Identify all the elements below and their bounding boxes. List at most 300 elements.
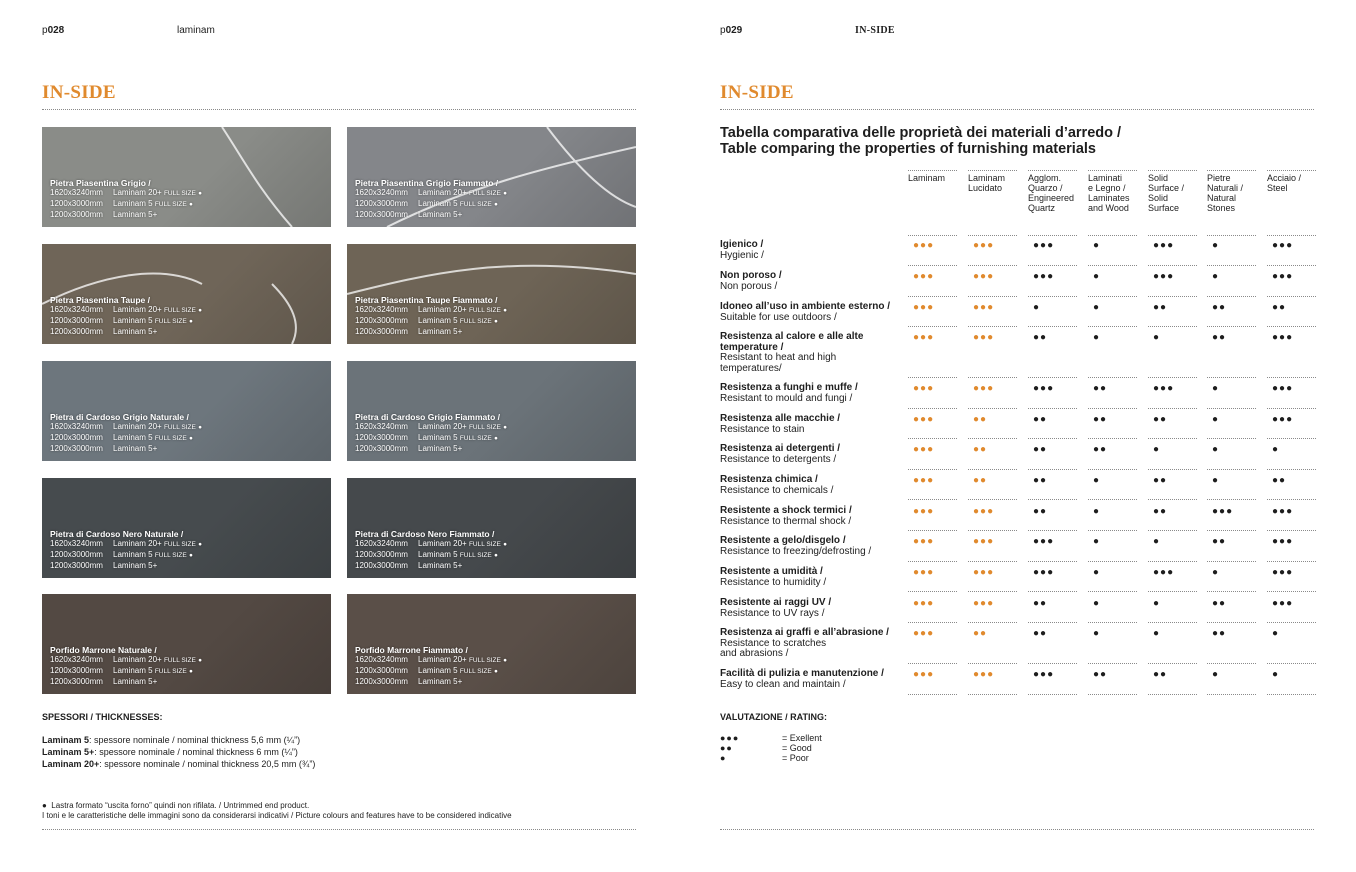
row-rule — [1088, 591, 1137, 592]
stone-swatch — [347, 478, 636, 578]
rating-cell: ●●● — [1033, 240, 1055, 251]
stone-swatch — [42, 594, 331, 694]
row-rule — [908, 235, 957, 236]
rating-cell: ● — [1093, 567, 1101, 578]
rating-cell: ●● — [1033, 475, 1048, 486]
column-rule — [1207, 170, 1256, 171]
row-rule — [1028, 438, 1077, 439]
row-rule — [1207, 530, 1256, 531]
row-rule — [1028, 530, 1077, 531]
rating-cell: ●●● — [913, 567, 935, 578]
rating-cell: ●● — [1033, 414, 1048, 425]
rating-cell: ●● — [1212, 536, 1227, 547]
row-rule — [1088, 694, 1137, 695]
rating-cell: ●● — [1033, 332, 1048, 343]
format-line: 1200x3000mm Laminam 5+ — [50, 327, 158, 336]
row-rule — [1028, 469, 1077, 470]
row-rule — [908, 591, 957, 592]
format-line: 1200x3000mm Laminam 5 FULL SIZE ● — [355, 433, 498, 442]
table-row-label: Resistente a umidità / Resistance to humidity / — [720, 566, 827, 588]
stone-swatch — [42, 244, 331, 344]
rating-cell: ●●● — [913, 598, 935, 609]
rating-cell: ●●● — [1272, 536, 1294, 547]
row-rule — [1267, 265, 1316, 266]
rating-cell: ●● — [1093, 383, 1108, 394]
untrimmed-dot-icon: ● — [188, 318, 193, 325]
row-rule — [908, 377, 957, 378]
row-rule — [1148, 235, 1197, 236]
untrimmed-dot-icon: ● — [493, 668, 498, 675]
thickness-item: Laminam 20+: spessore nominale / nominal thickness 20,5 mm (¾”) — [42, 759, 316, 769]
table-row-label: Facilità di pulizia e manutenzione / Easy to clean and maintain / — [720, 668, 884, 690]
swatch-caption: Pietra di Cardoso Grigio Naturale / 1620x3240mm Laminam 20+ FULL SIZE ● 1200x3000mm Laminam 5 FULL SIZE ● 1200x3000mm Laminam 5+ — [50, 412, 203, 453]
rating-cell: ●● — [1033, 506, 1048, 517]
row-rule — [908, 326, 957, 327]
untrimmed-dot-icon: ● — [493, 435, 498, 442]
column-header: Solid Surface / Solid Surface — [1148, 173, 1185, 213]
row-rule — [908, 622, 957, 623]
rating-cell: ●●● — [1272, 240, 1294, 251]
row-rule — [1207, 561, 1256, 562]
rating-cell: ●● — [1153, 669, 1168, 680]
swatch-caption: Pietra Piasentina Taupe / 1620x3240mm Laminam 20+ FULL SIZE ● 1200x3000mm Laminam 5 FULL SIZE ● 1200x3000mm Laminam 5+ — [50, 295, 203, 336]
row-rule — [1267, 561, 1316, 562]
untrimmed-dot-icon: ● — [188, 552, 193, 559]
rating-cell: ●●● — [913, 475, 935, 486]
untrimmed-dot-icon: ● — [198, 424, 203, 431]
table-row-label: Resistenza ai detergenti / Resistance to detergents / — [720, 443, 841, 465]
rating-cell: ● — [1153, 598, 1161, 609]
rating-cell: ●●● — [973, 598, 995, 609]
row-rule — [968, 561, 1017, 562]
row-rule — [1267, 408, 1316, 409]
row-rule — [1207, 377, 1256, 378]
format-line: 1200x3000mm Laminam 5 FULL SIZE ● — [50, 316, 193, 325]
column-rule — [908, 170, 957, 171]
rating-cell: ●● — [1153, 414, 1168, 425]
row-rule — [1267, 377, 1316, 378]
column-header: Pietre Naturali / Natural Stones — [1207, 173, 1244, 213]
swatch-caption: Pietra di Cardoso Nero Naturale / 1620x3240mm Laminam 20+ FULL SIZE ● 1200x3000mm Laminam 5 FULL SIZE ● 1200x3000mm Laminam 5+ — [50, 529, 203, 570]
rating-cell: ● — [1272, 669, 1280, 680]
row-rule — [1088, 499, 1137, 500]
row-rule — [1028, 408, 1077, 409]
table-row-label: Resistente ai raggi UV / Resistance to UV rays / — [720, 597, 832, 619]
row-rule — [1028, 326, 1077, 327]
row-rule — [1028, 235, 1077, 236]
rating-cell: ●●● — [1272, 414, 1294, 425]
rating-cell: ● — [1212, 240, 1220, 251]
row-rule — [1207, 408, 1256, 409]
rating-cell: ●● — [1093, 444, 1108, 455]
table-row-label: Resistenza alle macchie / Resistance to stain — [720, 413, 841, 435]
rating-cell: ●● — [1033, 598, 1048, 609]
rating-cell: ●●● — [1033, 271, 1055, 282]
swatch-caption: Porfido Marrone Naturale / 1620x3240mm Laminam 20+ FULL SIZE ● 1200x3000mm Laminam 5 FULL SIZE ● 1200x3000mm Laminam 5+ — [50, 645, 203, 686]
row-rule — [1028, 296, 1077, 297]
row-rule — [1028, 265, 1077, 266]
row-rule — [1207, 326, 1256, 327]
row-rule — [1148, 663, 1197, 664]
rating-cell: ●●● — [973, 271, 995, 282]
rating-cell: ● — [1093, 302, 1101, 313]
row-rule — [908, 499, 957, 500]
format-line: 1200x3000mm Laminam 5 FULL SIZE ● — [50, 666, 193, 675]
row-rule — [1148, 499, 1197, 500]
row-rule — [1088, 622, 1137, 623]
swatch-caption: Pietra di Cardoso Grigio Fiammato / 1620x3240mm Laminam 20+ FULL SIZE ● 1200x3000mm Laminam 5 FULL SIZE ● 1200x3000mm Laminam 5+ — [355, 412, 508, 453]
row-rule — [968, 469, 1017, 470]
running-head-left: laminam — [177, 25, 215, 36]
row-rule — [908, 408, 957, 409]
format-line: 1200x3000mm Laminam 5 FULL SIZE ● — [355, 666, 498, 675]
rating-cell: ●●● — [973, 383, 995, 394]
table-row-label: Resistenza a funghi e muffe / Resistant to mould and fungi / — [720, 382, 858, 404]
rating-cell: ● — [1093, 240, 1101, 251]
column-header: Agglom. Quarzo / Engineered Quartz — [1028, 173, 1075, 213]
rating-cell: ●●● — [913, 383, 935, 394]
table-row-label: Non poroso / Non porous / — [720, 270, 782, 292]
untrimmed-dot-icon: ● — [503, 190, 508, 197]
untrimmed-dot-icon: ● — [198, 307, 203, 314]
rating-cell: ●● — [1212, 302, 1227, 313]
rating-cell: ●●● — [913, 444, 935, 455]
column-header: Laminam — [908, 173, 946, 183]
rating-cell: ●● — [973, 444, 988, 455]
row-rule — [908, 438, 957, 439]
rating-cell: ●● — [1212, 598, 1227, 609]
rating-cell: ●● — [1272, 302, 1287, 313]
rating-cell: ●●● — [913, 669, 935, 680]
row-rule — [1148, 265, 1197, 266]
rating-cell: ●●● — [973, 669, 995, 680]
row-rule — [1207, 591, 1256, 592]
untrimmed-dot-icon: ● — [198, 657, 203, 664]
stone-swatch — [347, 361, 636, 461]
format-line: 1620x3240mm Laminam 20+ FULL SIZE ● — [355, 422, 508, 431]
thickness-title: SPESSORI / THICKNESSES: — [42, 712, 163, 722]
rating-cell: ●●● — [913, 271, 935, 282]
row-rule — [1267, 499, 1316, 500]
rating-cell: ● — [1272, 444, 1280, 455]
format-line: 1620x3240mm Laminam 20+ FULL SIZE ● — [50, 539, 203, 548]
rating-cell: ●●● — [913, 536, 935, 547]
row-rule — [968, 326, 1017, 327]
row-rule — [968, 530, 1017, 531]
row-rule — [1088, 663, 1137, 664]
row-rule — [908, 663, 957, 664]
rating-cell: ● — [1093, 598, 1101, 609]
format-line: 1200x3000mm Laminam 5+ — [50, 561, 158, 570]
row-rule — [908, 694, 957, 695]
row-rule — [1207, 663, 1256, 664]
format-line: 1200x3000mm Laminam 5+ — [355, 561, 463, 570]
row-rule — [1148, 591, 1197, 592]
row-rule — [908, 296, 957, 297]
legend-item: ●● = Good — [720, 743, 812, 753]
row-rule — [1148, 438, 1197, 439]
row-rule — [1267, 296, 1316, 297]
row-rule — [968, 694, 1017, 695]
thickness-item: Laminam 5+: spessore nominale / nominal thickness 6 mm (¼”) — [42, 747, 298, 757]
row-rule — [1267, 438, 1316, 439]
row-rule — [1088, 265, 1137, 266]
untrimmed-dot-icon: ● — [493, 318, 498, 325]
rating-cell: ●●● — [1272, 271, 1294, 282]
row-rule — [1207, 438, 1256, 439]
rating-cell: ●● — [973, 414, 988, 425]
row-rule — [908, 561, 957, 562]
rating-cell: ●●● — [1272, 383, 1294, 394]
rating-cell: ●●● — [1212, 506, 1234, 517]
untrimmed-dot-icon: ● — [198, 190, 203, 197]
rating-cell: ● — [1212, 669, 1220, 680]
format-line: 1620x3240mm Laminam 20+ FULL SIZE ● — [50, 188, 203, 197]
format-line: 1620x3240mm Laminam 20+ FULL SIZE ● — [50, 305, 203, 314]
rating-cell: ●● — [1033, 628, 1048, 639]
row-rule — [1267, 326, 1316, 327]
rating-cell: ●●● — [1272, 506, 1294, 517]
row-rule — [968, 235, 1017, 236]
row-rule — [1207, 622, 1256, 623]
rating-cell: ● — [1093, 271, 1101, 282]
rating-cell: ● — [1212, 475, 1220, 486]
rating-cell: ●● — [1153, 506, 1168, 517]
row-rule — [1088, 408, 1137, 409]
rating-cell: ● — [1093, 475, 1101, 486]
row-rule — [1148, 377, 1197, 378]
row-rule — [1267, 591, 1316, 592]
row-rule — [1028, 377, 1077, 378]
rating-cell: ● — [1093, 506, 1101, 517]
table-row-label: Resistente a gelo/disgelo / Resistance to freezing/defrosting / — [720, 535, 872, 557]
row-rule — [968, 377, 1017, 378]
column-header: Acciaio / Steel — [1267, 173, 1302, 193]
rating-cell: ● — [1212, 444, 1220, 455]
legend-item: ● = Poor — [720, 753, 809, 763]
rating-cell: ● — [1093, 332, 1101, 343]
stone-swatch — [347, 594, 636, 694]
thickness-list — [42, 734, 315, 770]
rating-cell: ●●● — [973, 567, 995, 578]
column-rule — [968, 170, 1017, 171]
rating-cell: ●● — [1212, 332, 1227, 343]
row-rule — [1207, 694, 1256, 695]
rating-cell: ●●● — [973, 302, 995, 313]
rating-cell: ●●● — [1033, 383, 1055, 394]
rating-cell: ●● — [1033, 444, 1048, 455]
swatch-caption: Pietra Piasentina Taupe Fiammato / 1620x3240mm Laminam 20+ FULL SIZE ● 1200x3000mm Laminam 5 FULL SIZE ● 1200x3000mm Laminam 5+ — [355, 295, 508, 336]
footnote: ● Lastra formato “uscita forno” quindi non rifilata. / Untrimmed end product. I toni e le caratteristiche delle immagini sono da considerarsi indicativi / Picture colours and features have to be considered indicative — [42, 801, 512, 820]
rating-cell: ● — [1212, 383, 1220, 394]
rating-cell: ● — [1212, 271, 1220, 282]
row-rule — [1267, 694, 1316, 695]
rating-cell: ●●● — [1033, 669, 1055, 680]
row-rule — [968, 499, 1017, 500]
row-rule — [1088, 326, 1137, 327]
row-rule — [1148, 326, 1197, 327]
rating-cell: ●● — [1093, 414, 1108, 425]
rating-cell: ●●● — [913, 628, 935, 639]
untrimmed-dot-icon: ● — [493, 552, 498, 559]
format-line: 1200x3000mm Laminam 5+ — [355, 677, 463, 686]
divider — [720, 109, 1314, 110]
legend-item: ●●● = Exellent — [720, 733, 822, 743]
column-rule — [1028, 170, 1077, 171]
untrimmed-dot-icon: ● — [493, 201, 498, 208]
rating-cell: ●●● — [913, 506, 935, 517]
rating-cell: ●● — [1093, 669, 1108, 680]
swatch-caption: Pietra Piasentina Grigio Fiammato / 1620x3240mm Laminam 20+ FULL SIZE ● 1200x3000mm Laminam 5 FULL SIZE ● 1200x3000mm Laminam 5+ — [355, 178, 508, 219]
rating-cell: ●●● — [1033, 567, 1055, 578]
rating-legend — [720, 733, 822, 763]
column-rule — [1267, 170, 1316, 171]
format-line: 1200x3000mm Laminam 5+ — [50, 210, 158, 219]
format-line: 1200x3000mm Laminam 5+ — [355, 444, 463, 453]
running-head-right: IN-SIDE — [855, 25, 895, 36]
format-line: 1620x3240mm Laminam 20+ FULL SIZE ● — [355, 188, 508, 197]
swatch-caption: Porfido Marrone Fiammato / 1620x3240mm Laminam 20+ FULL SIZE ● 1200x3000mm Laminam 5 FULL SIZE ● 1200x3000mm Laminam 5+ — [355, 645, 508, 686]
format-line: 1200x3000mm Laminam 5+ — [50, 677, 158, 686]
stone-swatch — [42, 478, 331, 578]
row-rule — [1207, 469, 1256, 470]
rating-cell: ● — [1212, 567, 1220, 578]
row-rule — [1207, 499, 1256, 500]
rating-cell: ●● — [1153, 475, 1168, 486]
table-title: Tabella comparativa delle proprietà dei materiali d’arredo / Table comparing the properties of furnishing materials — [720, 125, 1122, 157]
row-rule — [1088, 377, 1137, 378]
row-rule — [1028, 499, 1077, 500]
stone-swatch — [42, 127, 331, 227]
rating-cell: ●●● — [1272, 332, 1294, 343]
untrimmed-dot-icon: ● — [198, 541, 203, 548]
section-title-right: IN-SIDE — [720, 82, 794, 103]
table-row-label: Resistenza ai graffi e all’abrasione / Resistance to scratches and abrasions / — [720, 627, 889, 659]
rating-title: VALUTAZIONE / RATING: — [720, 712, 827, 722]
stone-swatch — [347, 127, 636, 227]
rating-cell: ●●● — [913, 414, 935, 425]
row-rule — [1088, 530, 1137, 531]
format-line: 1200x3000mm Laminam 5 FULL SIZE ● — [355, 550, 498, 559]
rating-cell: ●●● — [973, 506, 995, 517]
row-rule — [1028, 561, 1077, 562]
rating-cell: ●●● — [973, 536, 995, 547]
row-rule — [1207, 265, 1256, 266]
rating-cell: ● — [1153, 628, 1161, 639]
row-rule — [1148, 408, 1197, 409]
divider — [42, 829, 636, 830]
row-rule — [1148, 622, 1197, 623]
rating-cell: ●● — [1153, 302, 1168, 313]
format-line: 1620x3240mm Laminam 20+ FULL SIZE ● — [355, 539, 508, 548]
format-line: 1200x3000mm Laminam 5 FULL SIZE ● — [50, 550, 193, 559]
row-rule — [1148, 694, 1197, 695]
rating-cell: ●●● — [973, 332, 995, 343]
row-rule — [1267, 469, 1316, 470]
row-rule — [1088, 438, 1137, 439]
untrimmed-dot-icon: ● — [188, 435, 193, 442]
rating-cell: ●●● — [1153, 240, 1175, 251]
row-rule — [968, 438, 1017, 439]
rating-cell: ● — [1153, 536, 1161, 547]
untrimmed-dot-icon: ● — [503, 657, 508, 664]
row-rule — [1207, 296, 1256, 297]
table-row-label: Idoneo all’uso in ambiente esterno / Suitable for use outdoors / — [720, 301, 891, 323]
divider — [720, 829, 1314, 830]
row-rule — [1028, 694, 1077, 695]
swatch-caption: Pietra di Cardoso Nero Fiammato / 1620x3240mm Laminam 20+ FULL SIZE ● 1200x3000mm Laminam 5 FULL SIZE ● 1200x3000mm Laminam 5+ — [355, 529, 508, 570]
row-rule — [908, 530, 957, 531]
rating-cell: ●●● — [973, 240, 995, 251]
rating-cell: ●●● — [913, 332, 935, 343]
row-rule — [968, 265, 1017, 266]
rating-cell: ●●● — [1153, 383, 1175, 394]
format-line: 1620x3240mm Laminam 20+ FULL SIZE ● — [50, 655, 203, 664]
untrimmed-dot-icon: ● — [503, 307, 508, 314]
format-line: 1620x3240mm Laminam 20+ FULL SIZE ● — [355, 655, 508, 664]
stone-swatch — [347, 244, 636, 344]
rating-cell: ● — [1272, 628, 1280, 639]
rating-cell: ● — [1033, 302, 1041, 313]
bullet-icon: ● — [42, 801, 47, 810]
row-rule — [1088, 296, 1137, 297]
rating-cell: ●●● — [1272, 598, 1294, 609]
format-line: 1200x3000mm Laminam 5 FULL SIZE ● — [355, 199, 498, 208]
format-line: 1620x3240mm Laminam 20+ FULL SIZE ● — [50, 422, 203, 431]
untrimmed-dot-icon: ● — [188, 201, 193, 208]
row-rule — [1028, 663, 1077, 664]
row-rule — [908, 265, 957, 266]
rating-cell: ●●● — [913, 302, 935, 313]
column-header: Laminati e Legno / Laminates and Wood — [1088, 173, 1130, 213]
row-rule — [1267, 622, 1316, 623]
column-header: Laminam Lucidato — [968, 173, 1006, 193]
rating-cell: ● — [1093, 536, 1101, 547]
rating-cell: ●● — [1272, 475, 1287, 486]
thickness-item: Laminam 5: spessore nominale / nominal thickness 5,6 mm (¼”) — [42, 735, 301, 745]
row-rule — [968, 622, 1017, 623]
row-rule — [1207, 235, 1256, 236]
untrimmed-dot-icon: ● — [503, 424, 508, 431]
table-row-label: Resistente a shock termici / Resistance to thermal shock / — [720, 505, 852, 527]
format-line: 1200x3000mm Laminam 5 FULL SIZE ● — [50, 433, 193, 442]
row-rule — [968, 296, 1017, 297]
row-rule — [1088, 235, 1137, 236]
row-rule — [1148, 469, 1197, 470]
rating-cell: ●●● — [1153, 567, 1175, 578]
rating-cell: ●●● — [1033, 536, 1055, 547]
untrimmed-dot-icon: ● — [188, 668, 193, 675]
row-rule — [1267, 235, 1316, 236]
row-rule — [968, 591, 1017, 592]
row-rule — [968, 663, 1017, 664]
swatch-caption: Pietra Piasentina Grigio / 1620x3240mm Laminam 20+ FULL SIZE ● 1200x3000mm Laminam 5 FULL SIZE ● 1200x3000mm Laminam 5+ — [50, 178, 203, 219]
format-line: 1200x3000mm Laminam 5 FULL SIZE ● — [355, 316, 498, 325]
stone-swatch — [42, 361, 331, 461]
rating-cell: ●●● — [913, 240, 935, 251]
table-row-label: Igienico / Hygienic / — [720, 239, 764, 261]
page-number-left: p028 — [42, 25, 65, 36]
rating-cell: ●● — [973, 475, 988, 486]
column-rule — [1088, 170, 1137, 171]
row-rule — [908, 469, 957, 470]
row-rule — [1148, 530, 1197, 531]
row-rule — [1148, 561, 1197, 562]
rating-cell: ●●● — [1272, 567, 1294, 578]
rating-cell: ●●● — [1153, 271, 1175, 282]
page-number-right: p029 — [720, 25, 743, 36]
row-rule — [1267, 530, 1316, 531]
